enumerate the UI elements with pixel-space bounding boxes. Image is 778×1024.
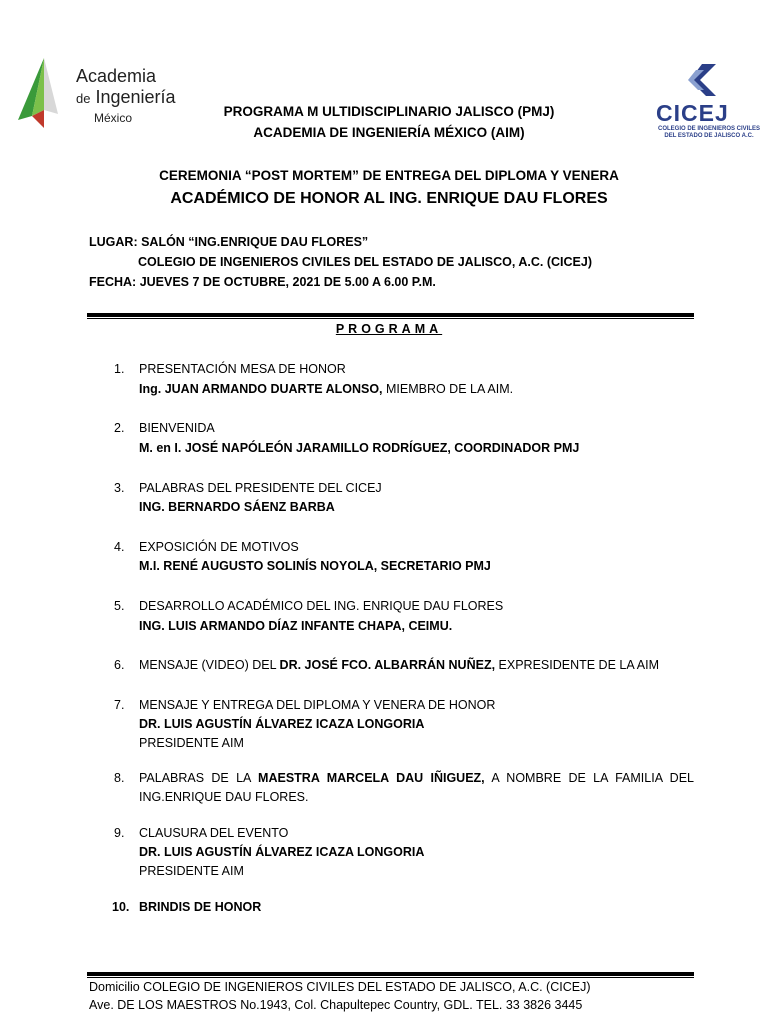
top-divider-thick <box>87 313 694 317</box>
ceremony-title: CEREMONIA “POST MORTEM” DE ENTREGA DEL DIPLOMA Y VENERA <box>159 168 619 183</box>
aim-logo-line1: Academia <box>76 66 157 86</box>
header-line2: ACADEMIA DE INGENIERÍA MÉXICO (AIM) <box>253 125 525 140</box>
item-title-continued: ING.ENRIQUE DAU FLORES. <box>139 790 309 804</box>
item-title: MENSAJE (VIDEO) DEL DR. JOSÉ FCO. ALBARRÁN NUÑEZ, EXPRESIDENTE DE LA AIM <box>139 658 660 672</box>
fecha-line: FECHA: JUEVES 7 DE OCTUBRE, 2021 DE 5.00 A 6.00 P.M. <box>89 275 436 289</box>
cicej-logo-mark-icon <box>682 62 722 98</box>
item-number: 2. <box>114 421 125 435</box>
item-title: BRINDIS DE HONOR <box>139 900 262 914</box>
item-speaker: ING. BERNARDO SÁENZ BARBA <box>139 500 335 514</box>
item-number: 9. <box>114 826 125 840</box>
item-number: 3. <box>114 481 125 495</box>
item-speaker: M. en I. JOSÉ NAPÓLEÓN JARAMILLO RODRÍGUEZ, COORDINADOR PMJ <box>139 441 580 455</box>
cicej-logo-subtitle: COLEGIO DE INGENIEROS CIVILES DEL ESTADO DE JALISCO A.C. <box>657 126 760 139</box>
item-title: CLAUSURA DEL EVENTO <box>139 826 289 840</box>
item-title: BIENVENIDA <box>139 421 215 435</box>
top-divider-thin <box>87 318 694 319</box>
item-title: MENSAJE Y ENTREGA DEL DIPLOMA Y VENERA DE HONOR <box>139 698 496 712</box>
item-speaker: M.I. RENÉ AUGUSTO SOLINÍS NOYOLA, SECRETARIO PMJ <box>139 559 491 573</box>
honor-title: ACADÉMICO DE HONOR AL ING. ENRIQUE DAU FLORES <box>170 190 608 207</box>
item-number: 5. <box>114 599 125 613</box>
footer-address-line1: Domicilio COLEGIO DE INGENIEROS CIVILES DEL ESTADO DE JALISCO, A.C. (CICEJ) <box>89 980 591 994</box>
cicej-logo-wordmark: CICEJ <box>656 100 729 126</box>
item-title: PALABRAS DE LA MAESTRA MARCELA DAU IÑIGUEZ, A NOMBRE DE LA FAMILIA DEL <box>139 771 695 785</box>
item-number: 8. <box>114 771 125 785</box>
item-number: 10. <box>112 900 130 914</box>
item-title: PALABRAS DEL PRESIDENTE DEL CICEJ <box>139 481 382 495</box>
header-line1: PROGRAMA M ULTIDISCIPLINARIO JALISCO (PMJ) <box>223 104 555 119</box>
item-title: DESARROLLO ACADÉMICO DEL ING. ENRIQUE DAU FLORES <box>139 599 504 613</box>
item-title: EXPOSICIÓN DE MOTIVOS <box>139 540 299 554</box>
item-speaker: DR. LUIS AGUSTÍN ÁLVAREZ ICAZA LONGORIA <box>139 717 425 731</box>
item-role: PRESIDENTE AIM <box>139 736 244 750</box>
aim-logo-line2: de Ingeniería <box>76 87 176 107</box>
item-speaker: Ing. JUAN ARMANDO DUARTE ALONSO, MIEMBRO DE LA AIM. <box>139 382 514 396</box>
item-number: 4. <box>114 540 125 554</box>
footer-divider-thin <box>87 977 694 978</box>
item-number: 6. <box>114 658 125 672</box>
colegio-line: COLEGIO DE INGENIEROS CIVILES DEL ESTADO DE JALISCO, A.C. (CICEJ) <box>138 255 592 269</box>
aim-logo-line3: México <box>94 111 133 125</box>
item-speaker: ING. LUIS ARMANDO DÍAZ INFANTE CHAPA, CEIMU. <box>139 619 453 633</box>
item-number: 1. <box>114 362 125 376</box>
program-title: PROGRAMA <box>335 322 443 336</box>
lugar-line: LUGAR: SALÓN “ING.ENRIQUE DAU FLORES” <box>89 235 369 249</box>
item-title: PRESENTACIÓN MESA DE HONOR <box>139 362 346 376</box>
item-role: PRESIDENTE AIM <box>139 864 244 878</box>
footer-divider-thick <box>87 972 694 976</box>
item-number: 7. <box>114 698 125 712</box>
footer-address-line2: Ave. DE LOS MAESTROS No.1943, Col. Chapultepec Country, GDL. TEL. 33 3826 3445 <box>89 998 583 1012</box>
item-speaker: DR. LUIS AGUSTÍN ÁLVAREZ ICAZA LONGORIA <box>139 845 425 859</box>
